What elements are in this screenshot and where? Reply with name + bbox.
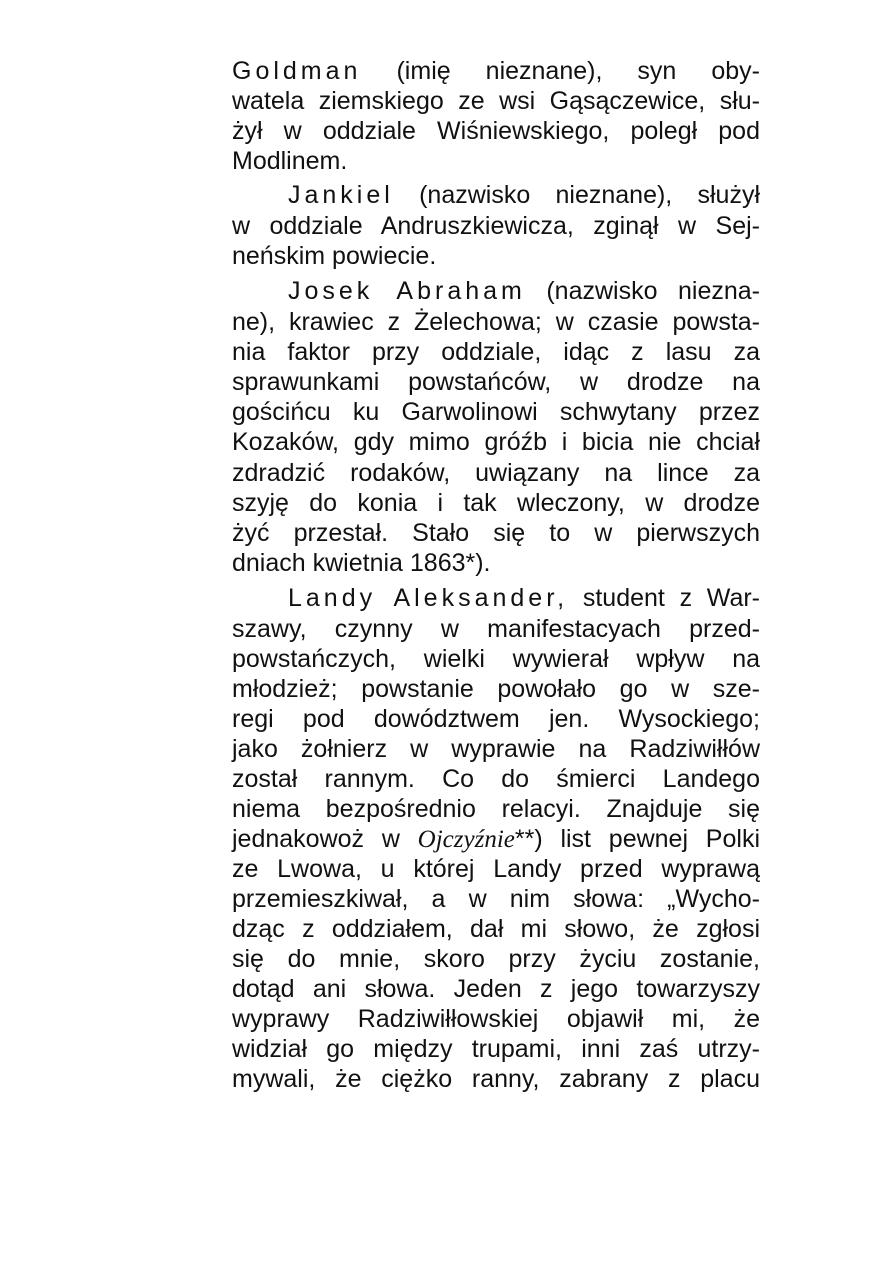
entry-jankiel-line-1: [232, 180, 760, 210]
entry-landy-line-5: regi pod dowództwem jen. Wysockiego;: [232, 705, 760, 733]
entry-landy-line-3: powstańczych, wielki wywierał wpływ na: [232, 645, 760, 673]
entry-josek-line-1: [232, 276, 760, 306]
entry-landy-line-16: widział go między trupami, inni zaś utrzy-: [232, 1035, 760, 1063]
entry-josek-line-8: szyję do konia i tak wleczony, w drodze: [232, 489, 760, 517]
entry-text: jednakowoż w: [232, 825, 400, 853]
entry-josek-line-4: sprawunkami powstańców, w drodze na: [232, 368, 760, 396]
entry-name-landy: Landy Aleksander,: [288, 584, 569, 612]
entry-text: **) list pewnej Polki: [514, 825, 760, 853]
entry-josek-line-3: nia faktor przy oddziale, idąc z lasu za: [232, 338, 760, 366]
entry-name-goldman: Goldman: [232, 57, 362, 85]
entry-josek-line-5: gościńcu ku Garwolinowi schwytany przez: [232, 398, 760, 426]
entry-text: (imię nieznane), syn oby-: [396, 57, 760, 85]
entry-name-josek: Josek Abraham: [288, 277, 526, 305]
entry-landy-line-6: jako żołnierz w wyprawie na Radziwiłłów: [232, 735, 760, 763]
entry-landy-line-13: się do mnie, skoro przy życiu zostanie,: [232, 945, 760, 973]
periodical-title: Ojczyźnie: [417, 826, 515, 853]
entry-goldman-line-1: [232, 56, 760, 86]
entry-landy-line-14: dotąd ani słowa. Jeden z jego towarzyszy: [232, 975, 760, 1003]
entry-text: (nazwisko nieznane), służył: [419, 181, 761, 209]
entry-landy-line-11: przemieszkiwał, a w nim słowa: „Wycho-: [232, 885, 760, 913]
entry-josek-line-9: żyć przestał. Stało się to w pierwszych: [232, 519, 760, 547]
entry-landy-line-12: dząc z oddziałem, dał mi słowo, że zgłosi: [232, 915, 760, 943]
entry-landy-line-15: wyprawy Radziwiłłowskiej objawił mi, że: [232, 1005, 760, 1033]
entry-goldman-line-4: Modlinem.: [232, 147, 348, 175]
entry-landy-line-10: ze Lwowa, u której Landy przed wyprawą: [232, 855, 760, 883]
entry-landy-line-7: został rannym. Co do śmierci Landego: [232, 765, 760, 793]
entry-text: (nazwisko niezna-: [546, 277, 760, 305]
entry-josek-line-7: zdradzić rodaków, uwiązany na lince za: [232, 459, 760, 487]
entry-landy-line-8: niema bezpośrednio relacyi. Znajduje się: [232, 795, 760, 823]
entry-text: student z War-: [582, 584, 761, 612]
entry-jankiel-line-3: neńskim powiecie.: [232, 242, 437, 270]
entry-landy-line-2: szawy, czynny w manifestacyach przed-: [232, 615, 760, 643]
entry-josek-line-2: ne), krawiec z Żelechowa; w czasie powsta-: [232, 308, 760, 336]
entry-landy-line-17: mywali, że ciężko ranny, zabrany z placu: [232, 1065, 760, 1093]
entry-landy-line-9: [232, 824, 760, 855]
entry-name-jankiel: Jankiel: [288, 181, 394, 209]
entry-jankiel-line-2: w oddziale Andruszkiewicza, zginął w Sej-: [232, 212, 760, 240]
entry-goldman-line-2: watela ziemskiego ze wsi Gąsączewice, słu-: [232, 87, 760, 115]
entry-josek-line-6: Kozaków, gdy mimo gróźb i bicia nie chciał: [232, 428, 760, 456]
entry-landy-line-4: młodzież; powstanie powołało go w sze-: [232, 675, 760, 703]
entry-goldman-line-3: żył w oddziale Wiśniewskiego, poległ pod: [232, 117, 760, 145]
entry-josek-line-10: dniach kwietnia 1863*).: [232, 549, 491, 577]
entry-landy-line-1: [232, 583, 760, 613]
